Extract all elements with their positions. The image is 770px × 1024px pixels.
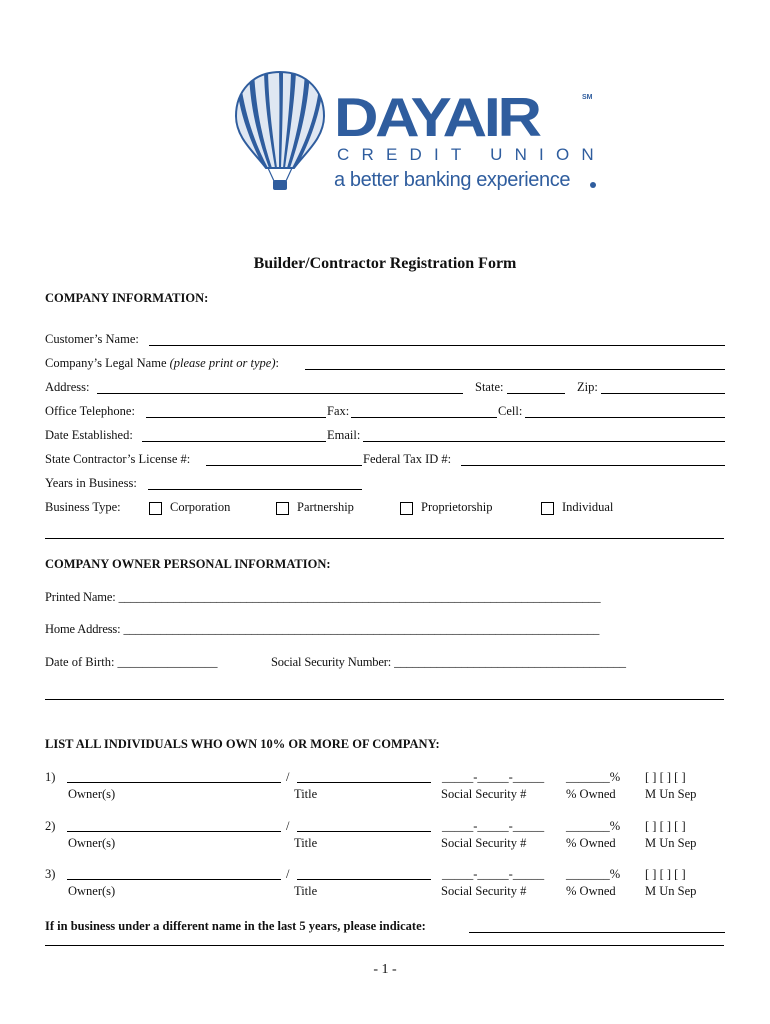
marital-status-checkboxes[interactable]: [ ] [ ] [ ] bbox=[645, 819, 686, 833]
address-row bbox=[45, 380, 725, 396]
owner-label: Owner(s) bbox=[68, 787, 116, 801]
zip-field[interactable] bbox=[601, 393, 725, 394]
company-info-heading: COMPANY INFORMATION: bbox=[45, 291, 209, 305]
different-name-label: If in business under a different name in the last 5 years, please indicate: bbox=[45, 919, 426, 933]
tagline-dot-icon bbox=[590, 182, 596, 188]
percent-owned-field[interactable]: _______% bbox=[566, 867, 621, 881]
brand-secondary-text: CREDIT UNION bbox=[337, 145, 606, 164]
state-label: State: bbox=[475, 380, 504, 394]
business-type-row bbox=[45, 500, 725, 516]
title-field[interactable] bbox=[297, 782, 431, 783]
fax-label: Fax: bbox=[327, 404, 350, 418]
individuals-heading: LIST ALL INDIVIDUALS WHO OWN 10% OR MORE OF COMPANY: bbox=[45, 737, 440, 751]
owner-name-field[interactable] bbox=[67, 879, 281, 880]
address-field[interactable] bbox=[97, 393, 463, 394]
customers-name-label: Customer’s Name: bbox=[45, 332, 139, 346]
different-name-row bbox=[45, 919, 725, 935]
slash: / bbox=[286, 867, 290, 881]
proprietorship-label: Proprietorship bbox=[421, 500, 493, 514]
customers-name-row bbox=[45, 332, 725, 348]
years-row bbox=[45, 476, 725, 492]
federal-tax-field[interactable] bbox=[461, 465, 725, 466]
title-field[interactable] bbox=[297, 831, 431, 832]
marital-label: M Un Sep bbox=[645, 884, 697, 898]
owned-label: % Owned bbox=[566, 836, 616, 850]
title-label: Title bbox=[294, 787, 318, 801]
service-mark: SM bbox=[582, 94, 593, 101]
office-telephone-label: Office Telephone: bbox=[45, 404, 135, 418]
percent-owned-field[interactable]: _______% bbox=[566, 819, 621, 833]
percent-owned-field[interactable]: _______% bbox=[566, 770, 621, 784]
license-label: State Contractor’s License #: bbox=[45, 452, 191, 466]
ssn-label: Social Security # bbox=[441, 884, 527, 898]
ssn-blank-field[interactable]: _____-_____-_____ bbox=[442, 867, 545, 881]
date-established-label: Date Established: bbox=[45, 428, 133, 442]
owner-entry-row bbox=[45, 867, 725, 907]
marital-label: M Un Sep bbox=[645, 787, 697, 801]
owner-entry-row bbox=[45, 770, 725, 810]
proprietorship-checkbox[interactable] bbox=[400, 502, 413, 515]
fax-field[interactable] bbox=[351, 417, 497, 418]
address-label: Address: bbox=[45, 380, 90, 394]
date-of-birth-field[interactable]: Date of Birth: ________________ bbox=[45, 655, 218, 669]
marital-status-checkboxes[interactable]: [ ] [ ] [ ] bbox=[645, 867, 686, 881]
divider bbox=[45, 538, 724, 539]
owner-label: Owner(s) bbox=[68, 884, 116, 898]
ssn-label: Social Security # bbox=[441, 787, 527, 801]
slash: / bbox=[286, 819, 290, 833]
partnership-checkbox[interactable] bbox=[276, 502, 289, 515]
row-number: 3) bbox=[45, 867, 56, 881]
owned-label: % Owned bbox=[566, 884, 616, 898]
corporation-checkbox[interactable] bbox=[149, 502, 162, 515]
marital-status-checkboxes[interactable]: [ ] [ ] [ ] bbox=[645, 770, 686, 784]
form-title: Builder/Contractor Registration Form bbox=[253, 255, 517, 272]
title-label: Title bbox=[294, 884, 318, 898]
zip-label: Zip: bbox=[577, 380, 598, 394]
years-in-business-field[interactable] bbox=[148, 489, 362, 490]
owner-info-heading: COMPANY OWNER PERSONAL INFORMATION: bbox=[45, 557, 331, 571]
owner-name-field[interactable] bbox=[67, 782, 281, 783]
individual-label: Individual bbox=[562, 500, 614, 514]
owner-name-field[interactable] bbox=[67, 831, 281, 832]
ssn-label: Social Security # bbox=[441, 836, 527, 850]
ssn-field[interactable]: Social Security Number: ______________________________________ bbox=[271, 655, 626, 669]
email-label: Email: bbox=[327, 428, 361, 442]
years-in-business-label: Years in Business: bbox=[45, 476, 137, 490]
owner-entry-row bbox=[45, 819, 725, 859]
owned-label: % Owned bbox=[566, 787, 616, 801]
legal-name-field[interactable] bbox=[305, 369, 725, 370]
license-field[interactable] bbox=[206, 465, 362, 466]
row-number: 1) bbox=[45, 770, 56, 784]
marital-label: M Un Sep bbox=[645, 836, 697, 850]
business-type-label: Business Type: bbox=[45, 500, 121, 514]
hot-air-balloon-icon bbox=[230, 68, 330, 193]
title-label: Title bbox=[294, 836, 318, 850]
ssn-blank-field[interactable]: _____-_____-_____ bbox=[442, 819, 545, 833]
ssn-blank-field[interactable]: _____-_____-_____ bbox=[442, 770, 545, 784]
federal-tax-label: Federal Tax ID #: bbox=[363, 452, 452, 466]
cell-field[interactable] bbox=[525, 417, 725, 418]
brand-primary-text: DAYAIR bbox=[334, 86, 539, 148]
telephone-row bbox=[45, 404, 725, 420]
slash: / bbox=[286, 770, 290, 784]
individual-checkbox[interactable] bbox=[541, 502, 554, 515]
corporation-label: Corporation bbox=[170, 500, 231, 514]
state-field[interactable] bbox=[507, 393, 565, 394]
dayair-logo bbox=[230, 68, 610, 198]
divider bbox=[45, 945, 724, 946]
partnership-label: Partnership bbox=[297, 500, 354, 514]
printed-name-field[interactable]: Printed Name: _______________________________________________________________________________ bbox=[45, 590, 601, 604]
customers-name-field[interactable] bbox=[149, 345, 725, 346]
cell-label: Cell: bbox=[498, 404, 523, 418]
title-field[interactable] bbox=[297, 879, 431, 880]
date-established-field[interactable] bbox=[142, 441, 326, 442]
page-number: - 1 - bbox=[373, 962, 397, 977]
legal-name-row bbox=[45, 356, 725, 372]
divider bbox=[45, 699, 724, 700]
home-address-field[interactable]: Home Address: ______________________________________________________________________________ bbox=[45, 622, 600, 636]
row-number: 2) bbox=[45, 819, 56, 833]
owner-label: Owner(s) bbox=[68, 836, 116, 850]
license-tax-row bbox=[45, 452, 725, 468]
legal-name-label: Company’s Legal Name (please print or type): bbox=[45, 356, 279, 370]
email-field[interactable] bbox=[363, 441, 725, 442]
office-telephone-field[interactable] bbox=[146, 417, 326, 418]
date-email-row bbox=[45, 428, 725, 444]
tagline: a better banking experience bbox=[334, 169, 571, 191]
different-name-field[interactable] bbox=[469, 932, 725, 933]
